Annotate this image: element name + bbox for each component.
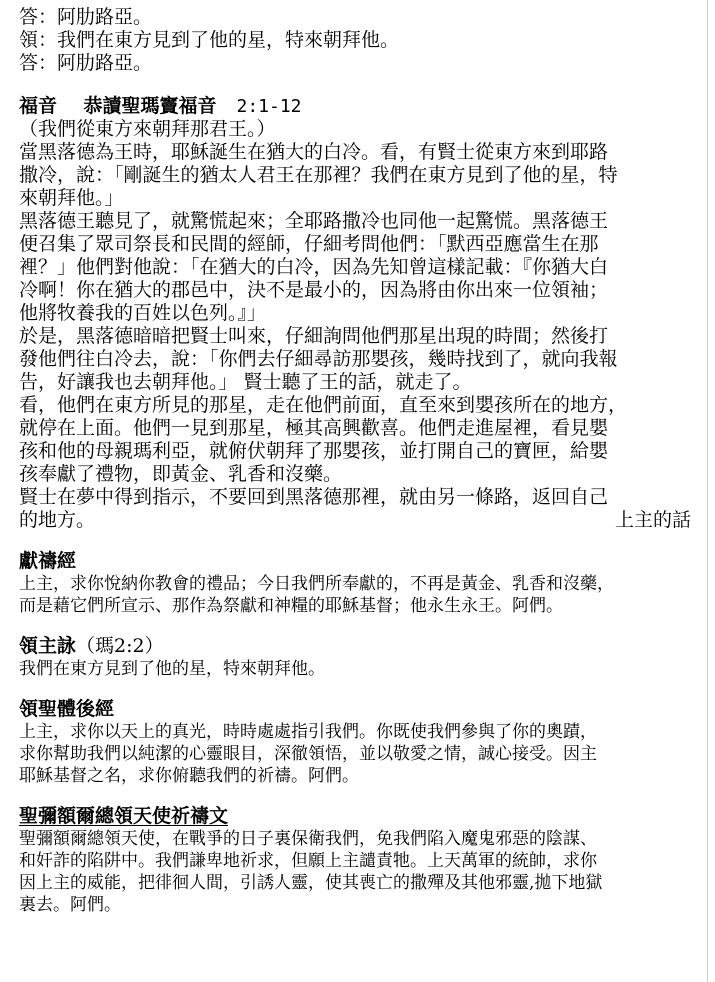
gospel-subtitle: （我們從東方來朝拜那君王。） bbox=[19, 118, 276, 140]
document-content bbox=[19, 6, 691, 916]
gospel-final-line bbox=[19, 509, 691, 532]
gospel-line: 黑落德王聽見了，就驚慌起來；全耶路撒冷也同他一起驚慌。黑落德王 bbox=[19, 210, 609, 232]
offertory-heading: 獻禱經 bbox=[19, 550, 77, 572]
acclamation-block bbox=[19, 6, 691, 75]
gospel-reference: 2:1-12 bbox=[236, 96, 302, 117]
gospel-label: 福音 bbox=[19, 95, 58, 117]
gospel-line: 告，好讓我也去朝拜他。」 賢士聽了王的話，就走了。 bbox=[19, 371, 472, 393]
gospel-line: 他將牧養我的百姓以色列。』」 bbox=[19, 302, 267, 324]
gospel-title: 恭讀聖瑪竇福音 bbox=[83, 95, 217, 117]
response-line: 答：阿肋路亞。 bbox=[19, 6, 153, 28]
michael-prayer-section bbox=[19, 805, 691, 916]
postcommunion-section bbox=[19, 698, 691, 787]
gospel-line: 孩奉獻了禮物，即黃金、乳香和沒藥。 bbox=[19, 463, 343, 485]
communion-reference: （瑪2:2） bbox=[76, 635, 164, 657]
gospel-section bbox=[19, 95, 691, 532]
gospel-line: 發他們往白冷去，說：「你們去仔細尋訪那嬰孩，幾時找到了，就向我報 bbox=[19, 348, 618, 370]
michael-prayer-heading: 聖彌額爾總領天使祈禱文 bbox=[19, 805, 229, 827]
communion-title: 領主詠 bbox=[19, 635, 77, 657]
gospel-line: 裡？」他們對他說：「在猶大的白冷，因為先知曾這樣記載：『你猶大白 bbox=[19, 256, 609, 278]
gospel-line: 孩和他的母親瑪利亞，就俯伏朝拜了那嬰孩，並打開自己的寶匣，給嬰 bbox=[19, 440, 609, 462]
michael-prayer-line: 裏去。阿們。 bbox=[19, 895, 121, 915]
gospel-line: 撒冷，說：「剛誕生的猶太人君王在那裡？我們在東方見到了他的星，特 bbox=[19, 164, 618, 186]
gospel-text bbox=[19, 141, 691, 532]
gospel-line: 就停在上面。他們一見到那星，極其高興歡喜。他們走進屋裡，看見嬰 bbox=[19, 417, 609, 439]
postcommunion-line: 求你幫助我們以純潔的心靈眼目，深徹領悟，並以敬愛之情，誠心接受。因主 bbox=[19, 744, 597, 764]
page-edge bbox=[707, 0, 708, 982]
communion-heading bbox=[19, 635, 691, 658]
offertory-section bbox=[19, 550, 691, 617]
michael-prayer-line: 聖彌額爾總領天使，在戰爭的日子裏保衛我們，免我們陷入魔鬼邪惡的陰謀、 bbox=[19, 829, 597, 849]
gospel-line: 來朝拜他。」 bbox=[19, 187, 124, 209]
gospel-heading bbox=[19, 95, 691, 118]
gospel-line: 的地方。 bbox=[19, 509, 96, 531]
communion-line: 我們在東方見到了他的星，特來朝拜他。 bbox=[19, 659, 325, 679]
offertory-line: 上主，求你悅納你教會的禮品；今日我們所奉獻的，不再是黃金、乳香和沒藥， bbox=[19, 574, 614, 594]
offertory-line: 而是藉它們所宣示、那作為祭獻和神糧的耶穌基督；他永生永王。阿們。 bbox=[19, 596, 563, 616]
postcommunion-line: 上主，求你以天上的真光，時時處處指引我們。你既使我們參與了你的奧蹟， bbox=[19, 722, 597, 742]
response-line: 答：阿肋路亞。 bbox=[19, 52, 153, 74]
gospel-line: 於是，黑落德暗暗把賢士叫來，仔細詢問他們那星出現的時間；然後打 bbox=[19, 325, 609, 347]
gospel-line: 冷啊！你在猶大的郡邑中，決不是最小的，因為將由你出來一位領袖； bbox=[19, 279, 609, 301]
gospel-closing: 上主的話 bbox=[614, 509, 691, 531]
gospel-line: 便召集了眾司祭長和民間的經師，仔細考問他們：「默西亞應當生在那 bbox=[19, 233, 599, 255]
michael-prayer-line: 和奸詐的陷阱中。我們謙卑地祈求，但願上主譴責牠。上天萬軍的統帥，求你 bbox=[19, 851, 597, 871]
gospel-line: 賢士在夢中得到指示，不要回到黑落德那裡，就由另一條路，返回自己 bbox=[19, 486, 609, 508]
communion-section bbox=[19, 635, 691, 680]
gospel-line: 當黑落德為王時，耶穌誕生在猶大的白冷。看，有賢士從東方來到耶路 bbox=[19, 141, 609, 163]
postcommunion-heading: 領聖體後經 bbox=[19, 698, 115, 720]
response-line: 領：我們在東方見到了他的星，特來朝拜他。 bbox=[19, 29, 400, 51]
postcommunion-line: 耶穌基督之名，求你俯聽我們的祈禱。阿們。 bbox=[19, 766, 359, 786]
michael-prayer-line: 因上主的威能，把徘徊人間，引誘人靈，使其喪亡的撒殫及其他邪靈,拋下地獄 bbox=[19, 873, 603, 893]
gospel-line: 看，他們在東方所見的那星，走在他們前面，直至來到嬰孩所在的地方， bbox=[19, 394, 628, 416]
